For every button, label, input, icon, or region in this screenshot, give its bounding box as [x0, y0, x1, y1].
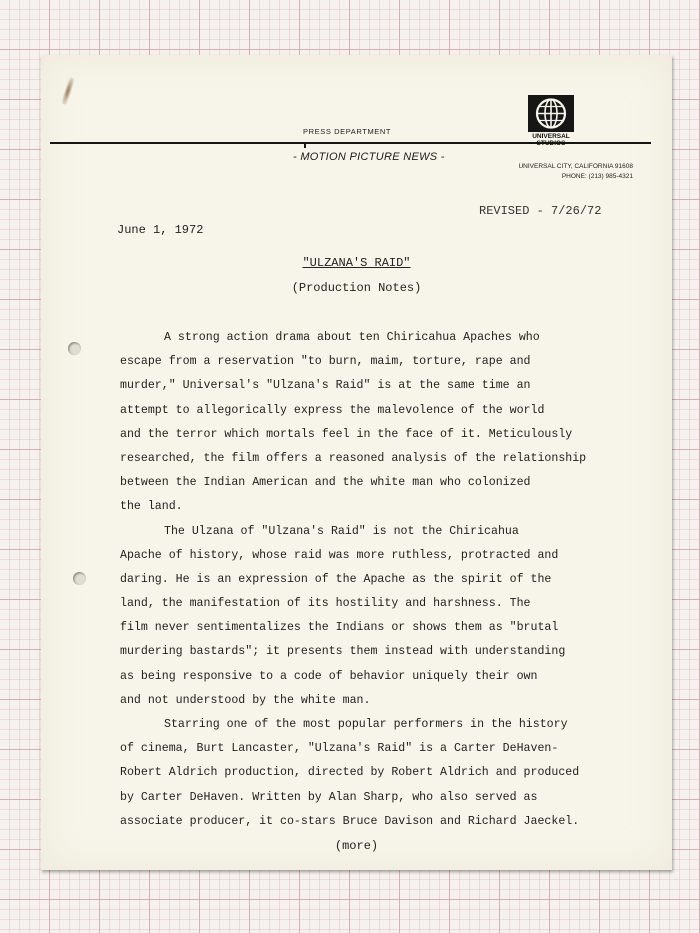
- document-title-text: "ULZANA'S RAID": [302, 256, 411, 270]
- body-text: [120, 326, 640, 834]
- motion-picture-news-label: - MOTION PICTURE NEWS -: [293, 151, 445, 163]
- studio-address-block: [473, 162, 633, 181]
- paper-stain: [61, 77, 75, 105]
- more-indicator: (more): [334, 839, 379, 853]
- document-date: June 1, 1972: [117, 223, 204, 237]
- body-line: murdering bastards"; it presents them instead with understanding: [120, 645, 566, 659]
- body-line: of cinema, Burt Lancaster, "Ulzana's Raid" is a Carter DeHaven-: [120, 742, 559, 756]
- punch-hole-bottom: [73, 572, 86, 585]
- studio-phone: PHONE: (213) 985-4321: [561, 172, 633, 180]
- body-line: Starring one of the most popular performers in the history: [164, 718, 568, 731]
- studio-name-line: STUDIOS: [536, 140, 566, 147]
- body-line: and the terror which mortals feel in the face of it. Meticulously: [120, 427, 573, 441]
- body-line: daring. He is an expression of the Apache as the spirit of the: [120, 572, 552, 586]
- studio-address: UNIVERSAL CITY, CALIFORNIA 91608: [518, 163, 633, 170]
- body-line: the land.: [120, 500, 183, 514]
- body-line: by Carter DeHaven. Written by Alan Sharp, who also served as: [120, 790, 538, 804]
- body-line: between the Indian American and the white man who colonized: [120, 476, 531, 490]
- press-department-label: PRESS DEPARTMENT: [303, 127, 392, 136]
- body-line: attempt to allegorically express the malevolence of the world: [120, 403, 545, 417]
- studio-name-line: UNIVERSAL: [532, 133, 570, 140]
- body-line: A strong action drama about ten Chiricahua Apaches who: [164, 331, 540, 344]
- body-line: Apache of history, whose raid was more ruthless, protracted and: [120, 548, 559, 562]
- body-line: land, the manifestation of its hostility and harshness. The: [120, 597, 531, 611]
- document-subtitle: (Production Notes): [291, 281, 422, 295]
- universal-globe-logo-icon: [528, 95, 574, 132]
- body-line: researched, the film offers a reasoned analysis of the relationship: [120, 451, 587, 465]
- punch-hole-top: [68, 342, 81, 355]
- body-line: as being responsive to a code of behavior uniquely their own: [120, 669, 538, 683]
- body-line: murder," Universal's "Ulzana's Raid" is at the same time an: [120, 379, 531, 393]
- body-line: associate producer, it co-stars Bruce Davison and Richard Jaeckel.: [120, 814, 580, 828]
- studio-name: [523, 133, 579, 147]
- document-title: [41, 256, 672, 270]
- body-line: escape from a reservation "to burn, maim, torture, rape and: [120, 355, 531, 369]
- body-line: The Ulzana of "Ulzana's Raid" is not the Chiricahua: [164, 524, 519, 538]
- body-line: film never sentimentalizes the Indians or shows them as "brutal: [120, 621, 559, 635]
- revised-date: REVISED - 7/26/72: [479, 204, 602, 218]
- press-release-page: [41, 55, 672, 870]
- body-line: and not understood by the white man.: [120, 693, 371, 707]
- body-line: Robert Aldrich production, directed by Robert Aldrich and produced: [120, 766, 580, 780]
- letterhead-rule-tick: [304, 143, 306, 148]
